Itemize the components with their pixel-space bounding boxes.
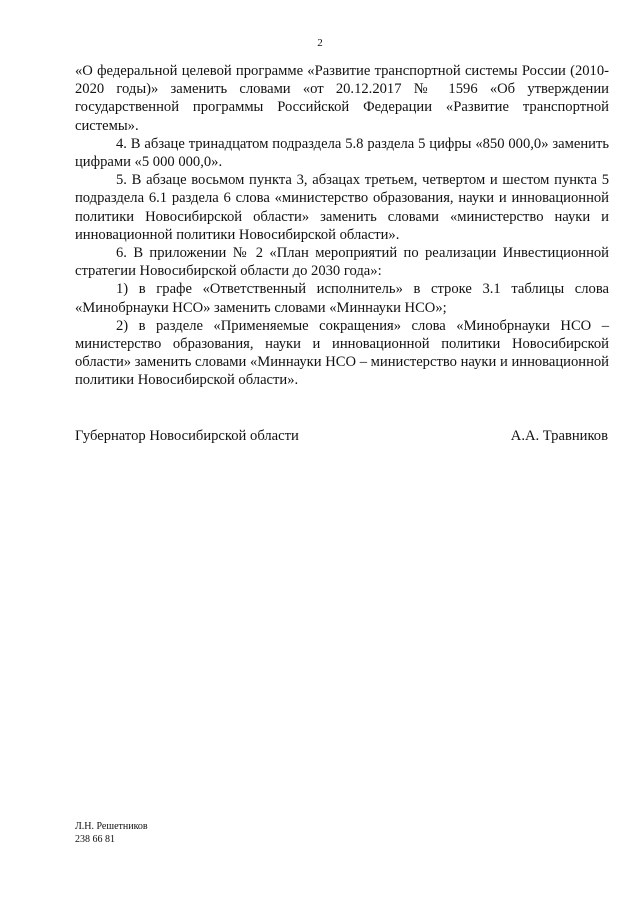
paragraph-subitem-2: 2) в разделе «Применяемые сокращения» слова «Минобрнауки НСО – министерство образования, науки и инновационной политики Новосибирской области» заменить словами «Миннауки НСО – министерство науки и инновационной политики Новосибирской области». — [75, 317, 609, 389]
document-body — [75, 62, 609, 390]
executor-block — [75, 820, 148, 846]
signatory-name: А.А. Травников — [510, 428, 608, 444]
paragraph-continuation: «О федеральной целевой программе «Развитие транспортной системы России (2010-2020 годы)» заменить словами «от 20.12.2017 № 1596 «Об утверждении государственной программы Российской Федерации «Развитие транспортной системы». — [75, 63, 609, 134]
paragraph-item-6: 6. В приложении № 2 «План мероприятий по реализации Инвестиционной стратегии Новосибирской области до 2030 года»: — [75, 245, 609, 280]
paragraph-item-4: 4. В абзаце тринадцатом подраздела 5.8 раздела 5 цифры «850 000,0» заменить цифрами «5 000 000,0». — [75, 135, 609, 171]
paragraph-item-5: 5. В абзаце восьмом пункта 3, абзацах третьем, четвертом и шестом пункта 5 подраздела 6.1 раздела 6 слова «министерство образования, науки и инновационной политики Новосибирской области» заменить словами «министерство науки и инновационной политики Новосибирской области». — [75, 172, 609, 243]
executor-phone: 238 66 81 — [75, 834, 115, 845]
executor-name: Л.Н. Решетников — [75, 821, 148, 832]
page-number: 2 — [317, 37, 323, 49]
signatory-position: Губернатор Новосибирской области — [75, 428, 299, 444]
paragraph-subitem-1: 1) в графе «Ответственный исполнитель» в строке 3.1 таблицы слова «Минобрнауки НСО» заменить словами «Миннауки НСО»; — [75, 281, 609, 316]
